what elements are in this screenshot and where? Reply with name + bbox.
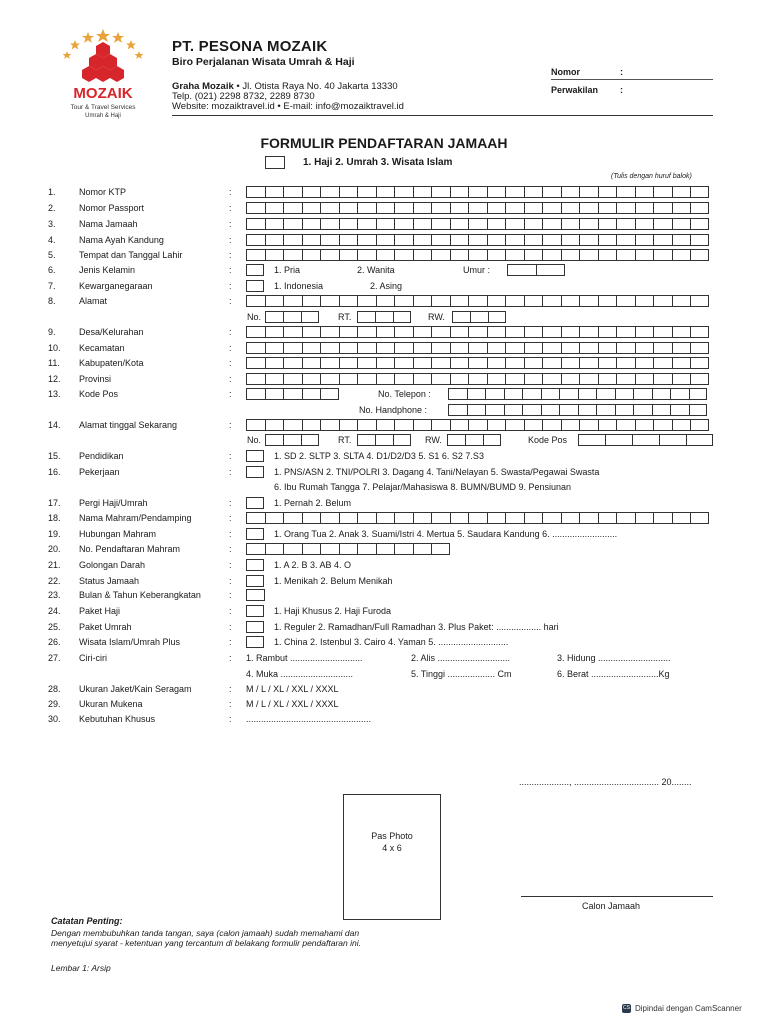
camscanner-text: Dipindai dengan CamScanner (635, 1004, 742, 1013)
row-number: 15. (48, 451, 61, 461)
row-number: 5. (48, 250, 56, 260)
umur-boxes[interactable] (507, 264, 565, 276)
row-colon: : (229, 513, 232, 523)
alamat-no-boxes[interactable] (265, 311, 319, 323)
paket-haji-options: 1. Haji Khusus 2. Haji Furoda (274, 606, 392, 616)
row-colon: : (229, 714, 232, 724)
row-label: Pekerjaan (79, 467, 120, 477)
row-number: 30. (48, 714, 61, 724)
type-checkbox[interactable] (265, 156, 285, 169)
kebutuhan-khusus-field[interactable]: .................................................. (246, 714, 372, 724)
row-label: Jenis Kelamin (79, 265, 136, 275)
input-boxes[interactable] (246, 295, 709, 307)
kodepos-label: Kode Pos (528, 435, 568, 445)
row-label: Kabupaten/Kota (79, 358, 144, 368)
paket-umrah-options: 1. Reguler 2. Ramadhan/Full Ramadhan 3. Plus Paket: .................. hari (274, 622, 559, 632)
pendidikan-options: 1. SD 2. SLTP 3. SLTA 4. D1/D2/D3 5. S1 6. S2 7.S3 (274, 451, 484, 461)
row-label: Pergi Haji/Umrah (79, 498, 148, 508)
nomor-label: Nomor (551, 67, 580, 77)
row-colon: : (229, 203, 232, 213)
input-boxes[interactable] (246, 388, 339, 400)
hubungan-options: 1. Orang Tua 2. Anak 3. Suami/Istri 4. Mertua 5. Saudara Kandung 6. .......................... (274, 529, 618, 539)
camscanner-watermark (622, 1004, 742, 1013)
perwakilan-colon: : (620, 85, 623, 95)
address-bold: Graha Mozaik (172, 81, 234, 92)
telepon-boxes[interactable] (448, 388, 707, 400)
pas-photo-box (343, 794, 441, 920)
row-colon: : (229, 653, 232, 663)
nomor-colon: : (620, 67, 623, 77)
ciri-berat: 6. Berat ...........................Kg (557, 669, 670, 679)
row-colon: : (229, 219, 232, 229)
row-number: 9. (48, 327, 56, 337)
input-boxes[interactable] (246, 342, 709, 354)
row-number: 21. (48, 560, 61, 570)
row-label: Ciri-ciri (79, 653, 107, 663)
mukena-sizes: M / L / XL / XXL / XXXL (246, 699, 339, 709)
row-number: 28. (48, 684, 61, 694)
row-number: 3. (48, 219, 56, 229)
header-divider (172, 115, 713, 116)
row-number: 19. (48, 529, 61, 539)
paket-umrah-checkbox[interactable] (246, 621, 264, 633)
row-colon: : (229, 187, 232, 197)
row-colon: : (229, 590, 232, 600)
row-number: 27. (48, 653, 61, 663)
ciri-hidung: 3. Hidung ............................. (557, 653, 671, 663)
row-label: Desa/Kelurahan (79, 327, 144, 337)
alamat2-rw-label: RW. (425, 435, 442, 445)
wisata-options: 1. China 2. Istenbul 3. Cairo 4. Yaman 5. ............................ (274, 637, 509, 647)
row-colon: : (229, 420, 232, 430)
row-label: Provinsi (79, 374, 112, 384)
ciri-alis: 2. Alis ............................. (411, 653, 511, 663)
citizen-option-2: 2. Asing (370, 281, 403, 291)
kodepos-boxes[interactable] (578, 434, 713, 446)
umur-label: Umur : (463, 265, 490, 275)
row-number: 23. (48, 590, 61, 600)
handphone-boxes[interactable] (448, 404, 707, 416)
type-options: 1. Haji 2. Umrah 3. Wisata Islam (303, 157, 453, 168)
alamat2-rw-boxes[interactable] (447, 434, 501, 446)
row-number: 4. (48, 235, 56, 245)
row-label: Nomor Passport (79, 203, 145, 213)
darah-options: 1. A 2. B 3. AB 4. O (274, 560, 352, 570)
row-label: Kecamatan (79, 343, 125, 353)
notes-line-1: Dengan membubuhkan tanda tangan, saya (calon jamaah) sudah memahami dan (51, 928, 360, 938)
nomor-line (551, 79, 713, 80)
alamat-rw-boxes[interactable] (452, 311, 506, 323)
logo-tagline: Tour & Travel Services (70, 104, 136, 111)
input-boxes[interactable] (246, 234, 709, 246)
alamat-no-label: No. (247, 312, 262, 322)
input-boxes[interactable] (246, 419, 709, 431)
alamat2-no-label: No. (247, 435, 262, 445)
row-colon: : (229, 560, 232, 570)
row-label: Golongan Darah (79, 560, 146, 570)
row-number: 20. (48, 544, 61, 554)
pekerjaan-checkbox[interactable] (246, 466, 264, 478)
gender-checkbox[interactable] (246, 264, 264, 276)
signature-line[interactable] (521, 896, 713, 897)
row-label: Kebutuhan Khusus (79, 714, 156, 724)
pekerjaan-options-1: 1. PNS/ASN 2. TNI/POLRI 3. Dagang 4. Tani/Nelayan 5. Swasta/Pegawai Swasta (274, 467, 600, 477)
perwakilan-label: Perwakilan (551, 85, 599, 95)
pergi-checkbox[interactable] (246, 497, 264, 509)
input-boxes[interactable] (246, 373, 709, 385)
input-boxes[interactable] (246, 202, 709, 214)
darah-checkbox[interactable] (246, 559, 264, 571)
lembar-label: Lembar 1: Arsip (51, 963, 111, 973)
pergi-options: 1. Pernah 2. Belum (274, 498, 352, 508)
row-number: 1. (48, 187, 56, 197)
calon-jamaah-label: Calon Jamaah (582, 901, 641, 911)
row-colon: : (229, 544, 232, 554)
status-options: 1. Menikah 2. Belum Menikah (274, 576, 393, 586)
alamat-rt-boxes[interactable] (357, 311, 411, 323)
row-number: 22. (48, 576, 61, 586)
row-label: Nomor KTP (79, 187, 127, 197)
input-boxes[interactable] (246, 543, 450, 555)
gender-option-1: 1. Pria (274, 265, 301, 275)
row-colon: : (229, 343, 232, 353)
hexagon-mosaic-icon (82, 42, 124, 82)
alamat-rw-label: RW. (428, 312, 445, 322)
row-label: Nama Mahram/Pendamping (79, 513, 192, 523)
row-number: 26. (48, 637, 61, 647)
row-colon: : (229, 467, 232, 477)
row-colon: : (229, 622, 232, 632)
company-name: PT. PESONA MOZAIK (172, 38, 328, 55)
row-number: 6. (48, 265, 56, 275)
paket-haji-checkbox[interactable] (246, 605, 264, 617)
alamat2-no-boxes[interactable] (265, 434, 319, 446)
alamat2-rt-label: RT. (338, 435, 352, 445)
notes-line-2: menyetujui syarat - ketentuan yang tercantum di belakang formulir pendaftaran ini. (51, 938, 361, 948)
pas-photo-label: Pas Photo (371, 831, 413, 841)
handphone-label: No. Handphone : (359, 405, 428, 415)
row-colon: : (229, 327, 232, 337)
row-label: Alamat tinggal Sekarang (79, 420, 178, 430)
pekerjaan-options-2: 6. Ibu Rumah Tangga 7. Pelajar/Mahasiswa 8. BUMN/BUMD 9. Pensiunan (274, 482, 571, 492)
row-number: 29. (48, 699, 61, 709)
row-label: Wisata Islam/Umrah Plus (79, 637, 181, 647)
row-label: Paket Umrah (79, 622, 132, 632)
row-number: 7. (48, 281, 56, 291)
citizenship-checkbox[interactable] (246, 280, 264, 292)
row-colon: : (229, 451, 232, 461)
company-subtitle: Biro Perjalanan Wisata Umrah & Haji (172, 56, 355, 68)
row-colon: : (229, 235, 232, 245)
row-number: 12. (48, 374, 61, 384)
alamat-rt-label: RT. (338, 312, 352, 322)
camscanner-icon: CS (623, 1005, 630, 1011)
row-colon: : (229, 358, 232, 368)
ciri-tinggi: 5. Tinggi ................... Cm (411, 669, 512, 679)
row-label: Status Jamaah (79, 576, 140, 586)
row-label: Kewarganegaraan (79, 281, 153, 291)
row-colon: : (229, 250, 232, 260)
row-label: No. Pendaftaran Mahram (79, 544, 181, 554)
row-colon: : (229, 296, 232, 306)
row-colon: : (229, 576, 232, 586)
row-number: 17. (48, 498, 61, 508)
row-label: Bulan & Tahun Keberangkatan (79, 590, 201, 600)
company-phone: Telp. (021) 2298 8732, 2289 8730 (172, 91, 315, 102)
place-date-field[interactable]: ...................., .................................. 20........ (519, 777, 692, 787)
input-boxes[interactable] (246, 357, 709, 369)
row-label: Alamat (79, 296, 108, 306)
row-number: 2. (48, 203, 56, 213)
row-colon: : (229, 529, 232, 539)
company-web: Website: mozaiktravel.id • E-mail: info@mozaiktravel.id (172, 101, 404, 112)
row-number: 25. (48, 622, 61, 632)
input-boxes[interactable] (246, 512, 709, 524)
input-boxes[interactable] (246, 186, 709, 198)
row-label: Pendidikan (79, 451, 124, 461)
gender-option-2: 2. Wanita (357, 265, 395, 275)
row-label: Paket Haji (79, 606, 121, 616)
address-text: • Jl. Otista Raya No. 40 Jakarta 13330 (233, 81, 398, 92)
row-number: 18. (48, 513, 61, 523)
input-boxes[interactable] (246, 249, 709, 261)
input-boxes[interactable] (246, 218, 709, 230)
form-title: FORMULIR PENDAFTARAN JAMAAH (260, 135, 508, 151)
pendidikan-checkbox[interactable] (246, 450, 264, 462)
row-colon: : (229, 498, 232, 508)
logo-tagline-2: Umrah & Haji (85, 113, 121, 119)
row-label: Kode Pos (79, 389, 119, 399)
row-number: 8. (48, 296, 56, 306)
row-number: 11. (48, 358, 60, 368)
row-label: Ukuran Jaket/Kain Seragam (79, 684, 192, 694)
row-colon: : (229, 281, 232, 291)
input-boxes[interactable] (246, 326, 709, 338)
input-boxes[interactable] (246, 589, 265, 601)
wisata-checkbox[interactable] (246, 636, 264, 648)
row-label: Nama Jamaah (79, 219, 138, 229)
notes-heading: Catatan Penting: (51, 916, 123, 926)
row-colon: : (229, 684, 232, 694)
row-number: 10. (48, 343, 61, 353)
telepon-label: No. Telepon : (378, 389, 431, 399)
status-checkbox[interactable] (246, 575, 264, 587)
row-number: 13. (48, 389, 61, 399)
pas-photo-size: 4 x 6 (382, 843, 402, 853)
jaket-sizes: M / L / XL / XXL / XXXL (246, 684, 339, 694)
row-label: Hubungan Mahram (79, 529, 157, 539)
row-label: Tempat dan Tanggal Lahir (79, 250, 183, 260)
row-colon: : (229, 637, 232, 647)
row-colon: : (229, 374, 232, 384)
row-label: Ukuran Mukena (79, 699, 143, 709)
row-colon: : (229, 699, 232, 709)
row-colon: : (229, 389, 232, 399)
hubungan-checkbox[interactable] (246, 528, 264, 540)
row-label: Nama Ayah Kandung (79, 235, 164, 245)
row-number: 24. (48, 606, 61, 616)
mozaik-logo (58, 28, 148, 123)
logo-text: MOZAIK (73, 85, 133, 102)
row-colon: : (229, 265, 232, 275)
block-letter-note: (Tulis dengan huruf balok) (611, 173, 692, 180)
row-number: 14. (48, 420, 61, 430)
row-number: 16. (48, 467, 61, 477)
alamat2-rt-boxes[interactable] (357, 434, 411, 446)
row-colon: : (229, 606, 232, 616)
citizen-option-1: 1. Indonesia (274, 281, 324, 291)
ciri-muka: 4. Muka ............................. (246, 669, 354, 679)
ciri-rambut: 1. Rambut ............................. (246, 653, 363, 663)
